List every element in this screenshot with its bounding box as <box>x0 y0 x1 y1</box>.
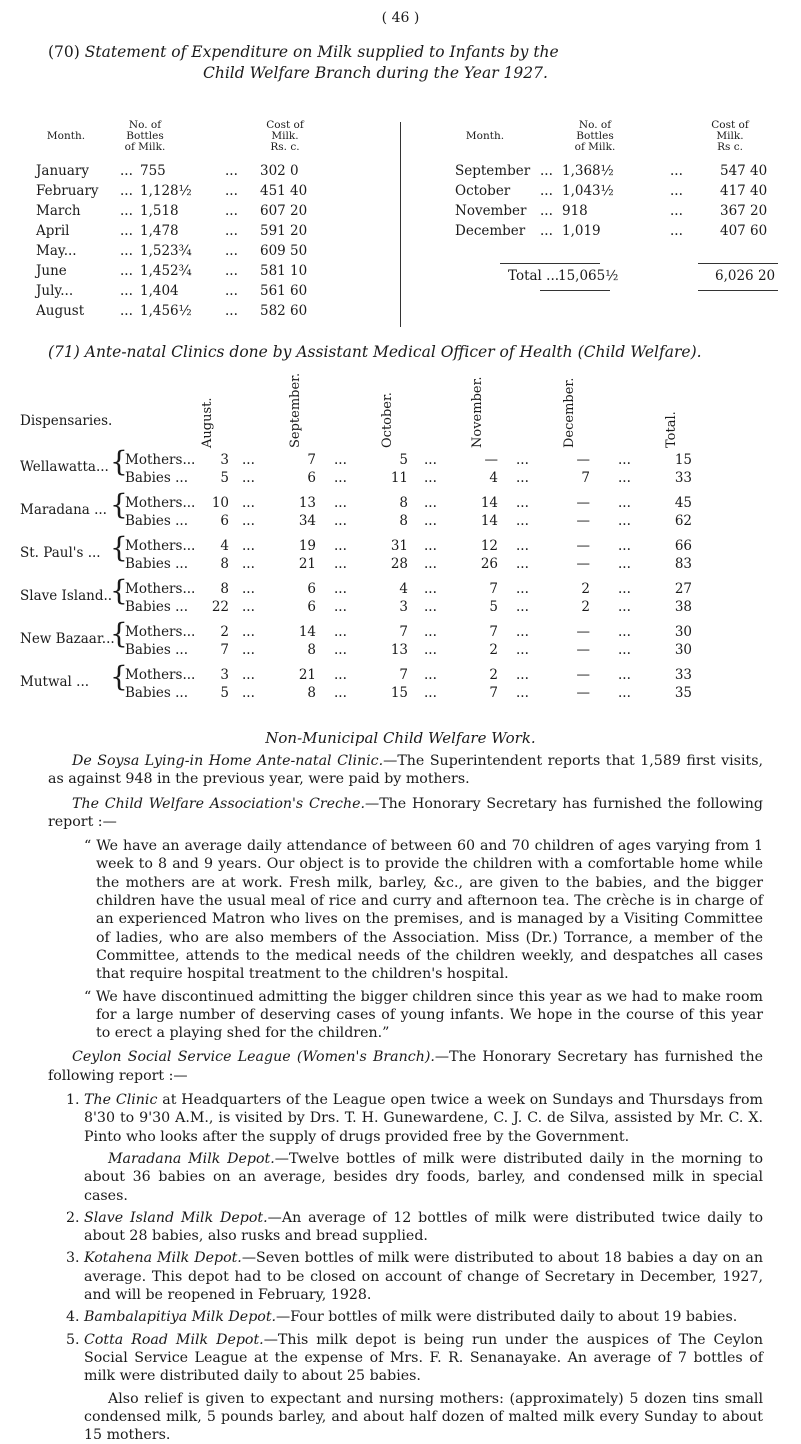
cost-value: 561 60 <box>260 283 307 299</box>
cell-value: 11 <box>384 470 408 486</box>
dots: ... <box>516 513 529 529</box>
dots: ... <box>618 581 631 597</box>
month-label: April <box>36 223 69 239</box>
dots: ... <box>516 685 529 701</box>
col-october: October. <box>380 384 400 448</box>
dots: ... <box>516 495 529 511</box>
dots: ... <box>242 470 255 486</box>
row-label: Mothers... <box>125 495 195 511</box>
item-number: 1. <box>48 1091 84 1146</box>
total-bottles: 15,065½ <box>558 268 618 284</box>
bottles-value: 755 <box>140 163 166 179</box>
item-body: —This milk depot is being run under the auspices of The Ceylon Social Service League at the expense of Mrs. F. R. Senanayake. An average of 7 bottles of milk were distributed daily to about 25 babies. <box>84 1332 763 1385</box>
cell-value: 2 <box>205 624 229 640</box>
dots: ... <box>424 685 437 701</box>
item-title: Kotahena Milk Depot. <box>84 1250 242 1266</box>
cell-value: 2 <box>474 667 498 683</box>
cell-value: 3 <box>205 452 229 468</box>
creche-paragraph: The Child Welfare Association's Creche.—The Honorary Secretary has furnished the following report :— <box>48 795 763 832</box>
dots: ... <box>618 452 631 468</box>
cell-value: 8 <box>292 685 316 701</box>
cell-value: 13 <box>292 495 316 511</box>
dots: ... <box>225 183 238 199</box>
dots: ... <box>242 452 255 468</box>
cost-value: 367 20 <box>720 203 767 219</box>
cell-value: 14 <box>474 495 498 511</box>
cell-value: 5 <box>474 599 498 615</box>
item-text <box>84 1249 763 1304</box>
dots: ... <box>242 556 255 572</box>
item-number <box>48 1150 84 1205</box>
item-body: —An average of 12 bottles of milk were distributed twice daily to about 28 babies, also rusks and bread supplied. <box>84 1210 763 1244</box>
item-text <box>84 1209 763 1246</box>
item-body: —Seven bottles of milk were distributed to about 18 babies a day on an average. This depot had to be closed on account of change of Secretary in December, 1927, and will be reopened in February, 1928. <box>84 1250 763 1303</box>
dots: ... <box>618 556 631 572</box>
dots: ... <box>334 538 347 554</box>
total-rule-bottom <box>540 290 610 291</box>
dots: ... <box>334 667 347 683</box>
dispensary-name: St. Paul's ... <box>20 545 101 561</box>
dots: ... <box>334 685 347 701</box>
item-body: —Twelve bottles of milk were distributed daily in the morning to about 36 babies on an average, besides dry foods, barley, and condensed milk in special cases. <box>84 1151 763 1204</box>
item-text <box>84 1308 763 1326</box>
section-70-title-line2: Child Welfare Branch during the Year 1927. <box>48 63 788 84</box>
cell-value: — <box>566 624 590 640</box>
dots: ... <box>618 624 631 640</box>
cell-value: — <box>566 556 590 572</box>
dots: ... <box>424 513 437 529</box>
header-month-left: Month. <box>36 131 96 142</box>
dots: ... <box>618 667 631 683</box>
bottles-value: 1,128½ <box>140 183 192 199</box>
cell-value: 30 <box>668 624 692 640</box>
dots: ... <box>120 183 133 199</box>
header-bottles-left: No. of Bottles of Milk. <box>110 120 180 153</box>
cell-value: 8 <box>384 513 408 529</box>
cell-value: 5 <box>205 685 229 701</box>
cell-value: 28 <box>384 556 408 572</box>
dots: ... <box>334 556 347 572</box>
cell-value: 6 <box>292 581 316 597</box>
row-label: Mothers... <box>125 538 195 554</box>
brace-icon: { <box>110 448 128 476</box>
creche-quote-1: “ We have an average daily attendance of between 60 and 70 children of ages varying from 1 week to 8 and 9 years. Our object is to provide the children with a comfortable home while the mothers are at work. Fresh milk, barley, &c., are given to the babies, and the bigger children have the usual meal of rice and curry and afternoon tea. The crèche is in charge of an experienced Matron who lives on the premises, and is managed by a Visiting Committee of ladies, who are also members of the Association. Miss (Dr.) Torrance, a member of the Committee, attends to the medical needs of the children weekly, and despatches all cases that require hospital treatment to the children's hospital. <box>48 837 763 983</box>
cell-value: 2 <box>566 599 590 615</box>
dots: ... <box>334 452 347 468</box>
total-label: Total ... <box>508 268 559 284</box>
brace-icon: { <box>110 534 128 562</box>
cell-value: 6 <box>292 470 316 486</box>
cost-value: 407 60 <box>720 223 767 239</box>
cell-value: 8 <box>205 581 229 597</box>
cell-value: 7 <box>474 624 498 640</box>
dots: ... <box>516 470 529 486</box>
dots: ... <box>424 470 437 486</box>
row-label: Babies ... <box>125 556 188 572</box>
dots: ... <box>424 599 437 615</box>
month-label: September <box>455 163 530 179</box>
bottles-value: 1,523¾ <box>140 243 192 259</box>
cell-value: 7 <box>566 470 590 486</box>
cost-value: 547 40 <box>720 163 767 179</box>
section-70-title <box>48 42 788 84</box>
dots: ... <box>242 624 255 640</box>
dots: ... <box>516 642 529 658</box>
item-number: 4. <box>48 1308 84 1326</box>
dots: ... <box>225 283 238 299</box>
cell-value: 10 <box>205 495 229 511</box>
brace-icon: { <box>110 663 128 691</box>
dots: ... <box>424 667 437 683</box>
header-month-right: Month. <box>455 131 515 142</box>
dots: ... <box>424 495 437 511</box>
cell-value: 45 <box>668 495 692 511</box>
cell-value: 15 <box>384 685 408 701</box>
dots: ... <box>242 538 255 554</box>
total-cost: 6,026 20 <box>715 268 775 284</box>
cell-value: — <box>566 667 590 683</box>
dots: ... <box>120 303 133 319</box>
dots: ... <box>424 452 437 468</box>
cell-value: 7 <box>474 685 498 701</box>
dots: ... <box>670 203 683 219</box>
bottles-value: 1,019 <box>562 223 601 239</box>
cell-value: 5 <box>384 452 408 468</box>
cell-value: 2 <box>474 642 498 658</box>
item-text <box>84 1331 763 1386</box>
dots: ... <box>242 642 255 658</box>
col-november: November. <box>470 384 490 448</box>
dots: ... <box>424 538 437 554</box>
dots: ... <box>540 203 553 219</box>
cell-value: 33 <box>668 470 692 486</box>
brace-icon: { <box>110 491 128 519</box>
row-label: Babies ... <box>125 642 188 658</box>
month-label: May... <box>36 243 77 259</box>
dots: ... <box>120 163 133 179</box>
cell-value: 7 <box>384 667 408 683</box>
dots: ... <box>242 513 255 529</box>
cell-value: 34 <box>292 513 316 529</box>
cell-value: 3 <box>205 667 229 683</box>
row-label: Babies ... <box>125 513 188 529</box>
creche-quote-2: “ We have discontinued admitting the bigger children since this year as we had to make room for a large number of deserving cases of young infants. We hope in the course of this year to erect a playing shed for the children.” <box>48 988 763 1043</box>
dots: ... <box>618 538 631 554</box>
cell-value: 4 <box>474 470 498 486</box>
cell-value: 21 <box>292 667 316 683</box>
cell-value: 8 <box>292 642 316 658</box>
col-december: December. <box>562 384 582 448</box>
dots: ... <box>540 163 553 179</box>
dots: ... <box>516 599 529 615</box>
league-item <box>48 1249 763 1304</box>
bottles-value: 1,452¾ <box>140 263 192 279</box>
cell-value: 62 <box>668 513 692 529</box>
cell-value: 6 <box>205 513 229 529</box>
dots: ... <box>516 624 529 640</box>
bottles-value: 1,478 <box>140 223 179 239</box>
dots: ... <box>120 203 133 219</box>
bottles-value: 1,404 <box>140 283 179 299</box>
dots: ... <box>424 581 437 597</box>
dots: ... <box>120 263 133 279</box>
de-soysa-paragraph: De Soysa Lying-in Home Ante-natal Clinic.—The Superintendent reports that 1,589 first visits, as against 948 in the previous year, were paid by mothers. <box>48 752 763 789</box>
cell-value: 14 <box>474 513 498 529</box>
item-body: at Headquarters of the League open twice a week on Sundays and Thursdays from 8'30 to 9'30 A.M., is visited by Drs. T. H. Gunewardene, C. J. C. de Silva, assisted by Mr. C. X. Pinto who looks after the supply of drugs provided free by the Government. <box>84 1092 763 1145</box>
row-label: Babies ... <box>125 470 188 486</box>
dots: ... <box>334 624 347 640</box>
cost-value: 609 50 <box>260 243 307 259</box>
cell-value: 66 <box>668 538 692 554</box>
dots: ... <box>242 599 255 615</box>
cell-value: 7 <box>205 642 229 658</box>
section-71-title: (71) Ante-natal Clinics done by Assistant Medical Officer of Health (Child Welfare). <box>48 343 788 361</box>
dispensary-name: Maradana ... <box>20 502 107 518</box>
dots: ... <box>334 599 347 615</box>
item-body: —Four bottles of milk were distributed daily to about 19 babies. <box>276 1309 737 1325</box>
page-number: ( 46 ) <box>0 10 801 26</box>
item-number: 5. <box>48 1331 84 1386</box>
bottles-value: 1,043½ <box>562 183 614 199</box>
cell-value: — <box>566 495 590 511</box>
cell-value: 26 <box>474 556 498 572</box>
header-cost-right: Cost of Milk. Rs c. <box>695 120 765 153</box>
league-item <box>48 1308 763 1326</box>
cell-value: 5 <box>205 470 229 486</box>
cell-value: 31 <box>384 538 408 554</box>
cell-value: 3 <box>384 599 408 615</box>
row-label: Mothers... <box>125 667 195 683</box>
month-label: August <box>36 303 84 319</box>
cell-value: 19 <box>292 538 316 554</box>
dots: ... <box>516 581 529 597</box>
month-label: March <box>36 203 81 219</box>
dots: ... <box>618 470 631 486</box>
dots: ... <box>120 243 133 259</box>
row-label: Mothers... <box>125 624 195 640</box>
cell-value: 7 <box>474 581 498 597</box>
cell-value: 8 <box>205 556 229 572</box>
cell-value: 7 <box>292 452 316 468</box>
item-title: Slave Island Milk Depot. <box>84 1210 268 1226</box>
dots: ... <box>225 163 238 179</box>
league-item <box>48 1331 763 1386</box>
cell-value: — <box>566 452 590 468</box>
dots: ... <box>618 642 631 658</box>
dispensary-name: New Bazaar... <box>20 631 115 647</box>
dispensary-name: Slave Island.. <box>20 588 112 604</box>
dots: ... <box>242 581 255 597</box>
cell-value: 21 <box>292 556 316 572</box>
cell-value: 30 <box>668 642 692 658</box>
header-bottles-right: No. of Bottles of Milk. <box>560 120 630 153</box>
cell-value: — <box>566 538 590 554</box>
dots: ... <box>424 624 437 640</box>
total-rule-bottom-cost <box>698 290 778 291</box>
league-item <box>48 1091 763 1146</box>
cell-value: 33 <box>668 667 692 683</box>
dots: ... <box>225 243 238 259</box>
dots: ... <box>540 223 553 239</box>
section-70-number: (70) <box>48 43 80 61</box>
total-rule-top <box>500 263 600 264</box>
dispensaries-header: Dispensaries. <box>20 413 112 429</box>
dots: ... <box>516 452 529 468</box>
non-municipal-heading: Non-Municipal Child Welfare Work. <box>0 729 801 747</box>
dots: ... <box>225 203 238 219</box>
cell-value: 14 <box>292 624 316 640</box>
dots: ... <box>618 495 631 511</box>
bottles-value: 1,518 <box>140 203 179 219</box>
brace-icon: { <box>110 577 128 605</box>
dots: ... <box>225 303 238 319</box>
col-september: September. <box>288 384 308 448</box>
dots: ... <box>618 513 631 529</box>
cost-value: 302 0 <box>260 163 299 179</box>
month-label: July... <box>36 283 73 299</box>
brace-icon: { <box>110 620 128 648</box>
item-title: The Clinic <box>84 1092 157 1108</box>
dots: ... <box>334 470 347 486</box>
cell-value: 8 <box>384 495 408 511</box>
cost-value: 417 40 <box>720 183 767 199</box>
month-label: January <box>36 163 89 179</box>
cell-value: — <box>474 452 498 468</box>
dispensary-name: Wellawatta... <box>20 459 109 475</box>
cell-value: — <box>566 642 590 658</box>
row-label: Babies ... <box>125 599 188 615</box>
dots: ... <box>516 538 529 554</box>
total-rule-top-cost <box>698 263 778 264</box>
col-august: August. <box>200 384 220 448</box>
dots: ... <box>424 556 437 572</box>
dots: ... <box>670 223 683 239</box>
dispensary-name: Mutwal ... <box>20 674 89 690</box>
dots: ... <box>516 556 529 572</box>
cell-value: 4 <box>384 581 408 597</box>
month-label: November <box>455 203 526 219</box>
item-number: 2. <box>48 1209 84 1246</box>
dots: ... <box>516 667 529 683</box>
league-item <box>48 1150 763 1205</box>
dots: ... <box>670 163 683 179</box>
section-70-title-line1: Statement of Expenditure on Milk supplied to Infants by the <box>85 43 559 61</box>
cell-value: 12 <box>474 538 498 554</box>
cell-value: 13 <box>384 642 408 658</box>
cell-value: 27 <box>668 581 692 597</box>
item-number: 3. <box>48 1249 84 1304</box>
dots: ... <box>334 513 347 529</box>
cell-value: 4 <box>205 538 229 554</box>
dots: ... <box>424 642 437 658</box>
item-text <box>84 1150 763 1205</box>
cost-value: 451 40 <box>260 183 307 199</box>
month-label: June <box>36 263 67 279</box>
dots: ... <box>120 283 133 299</box>
body-text <box>48 752 763 1444</box>
cell-value: — <box>566 685 590 701</box>
month-label: February <box>36 183 99 199</box>
bottles-value: 1,368½ <box>562 163 614 179</box>
dots: ... <box>242 685 255 701</box>
cell-value: 15 <box>668 452 692 468</box>
dots: ... <box>618 599 631 615</box>
milk-table-divider <box>400 122 401 327</box>
league-paragraph: Ceylon Social Service League (Women's Branch).—The Honorary Secretary has furnished the following report :— <box>48 1048 763 1085</box>
cell-value: 35 <box>668 685 692 701</box>
dots: ... <box>225 223 238 239</box>
dots: ... <box>670 183 683 199</box>
bottles-value: 1,456½ <box>140 303 192 319</box>
item-title: Cotta Road Milk Depot. <box>84 1332 264 1348</box>
league-item <box>48 1209 763 1246</box>
bottles-value: 918 <box>562 203 588 219</box>
dots: ... <box>120 223 133 239</box>
item-text <box>84 1091 763 1146</box>
cell-value: 2 <box>566 581 590 597</box>
cost-value: 582 60 <box>260 303 307 319</box>
dots: ... <box>334 581 347 597</box>
dots: ... <box>334 495 347 511</box>
header-cost-left: Cost of Milk. Rs. c. <box>250 120 320 153</box>
dots: ... <box>242 495 255 511</box>
dots: ... <box>540 183 553 199</box>
item-title: Bambalapitiya Milk Depot. <box>84 1309 276 1325</box>
month-label: December <box>455 223 525 239</box>
cost-value: 607 20 <box>260 203 307 219</box>
cell-value: 22 <box>205 599 229 615</box>
month-label: October <box>455 183 510 199</box>
dots: ... <box>242 667 255 683</box>
cell-value: 7 <box>384 624 408 640</box>
cell-value: 38 <box>668 599 692 615</box>
dots: ... <box>618 685 631 701</box>
cost-value: 591 20 <box>260 223 307 239</box>
row-label: Mothers... <box>125 452 195 468</box>
cell-value: 6 <box>292 599 316 615</box>
relief-paragraph: Also relief is given to expectant and nursing mothers: (approximately) 5 dozen tins small condensed milk, 5 pounds barley, and about half dozen of malted milk every Sunday to about 15 mothers. <box>48 1390 763 1444</box>
item-title: Maradana Milk Depot. <box>108 1151 275 1167</box>
col-total: Total. <box>664 384 684 448</box>
cost-value: 581 10 <box>260 263 307 279</box>
row-label: Mothers... <box>125 581 195 597</box>
cell-value: — <box>566 513 590 529</box>
row-label: Babies ... <box>125 685 188 701</box>
dots: ... <box>225 263 238 279</box>
cell-value: 83 <box>668 556 692 572</box>
dots: ... <box>334 642 347 658</box>
